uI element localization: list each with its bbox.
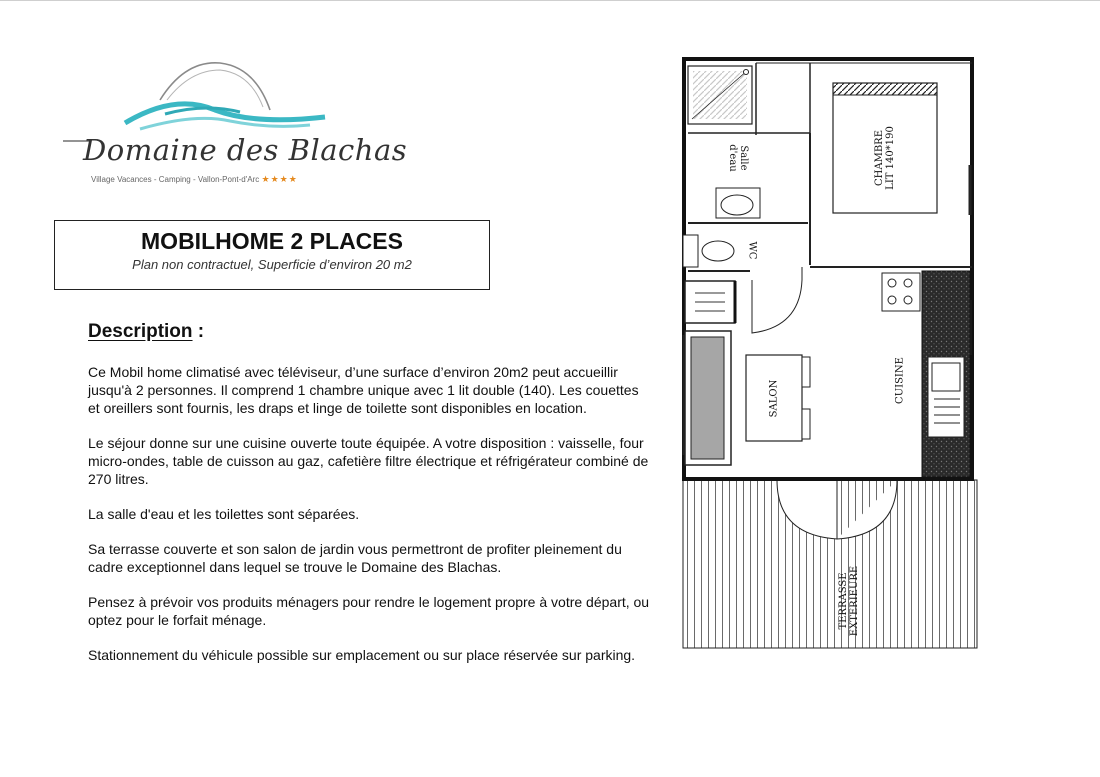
description-paragraph: Sa terrasse couverte et son salon de jardin vous permettront de profiter pleinement du cadre exceptionnel dans lequel se trouve le Domaine des Blachas. — [88, 541, 622, 575]
label-terrasse — [838, 556, 860, 646]
description-heading-text: Description — [88, 321, 193, 342]
logo-tagline — [91, 174, 298, 185]
description-paragraph: Pensez à prévoir vos produits ménagers pour rendre le logement propre à votre départ, ou optez pour le forfait ménage. — [88, 594, 650, 628]
label-salon: SALON — [768, 379, 780, 418]
floor-plan — [680, 55, 980, 655]
description-paragraph: La salle d'eau et les toilettes sont séparées. — [88, 506, 360, 522]
label-cuisine: CUISINE — [894, 357, 906, 404]
logo-name: Domaine des Blachas — [83, 133, 408, 167]
label-chambre-line1: CHAMBRE — [874, 130, 885, 187]
label-wc: WC — [746, 241, 758, 260]
floor-plan-drawing — [680, 55, 980, 655]
description-body — [88, 363, 653, 681]
label-salle-deau-line2: d'eau — [727, 144, 738, 172]
top-border — [0, 0, 1100, 1]
description-heading-colon: : — [192, 321, 205, 342]
label-chambre-line2: LIT 140*190 — [885, 126, 896, 190]
label-terrasse-line2: EXTERIEURE — [849, 565, 860, 637]
description-paragraph: Stationnement du véhicule possible sur emplacement ou sur place réservée sur parking. — [88, 647, 636, 663]
label-salle-deau — [727, 128, 749, 188]
label-chambre — [874, 103, 896, 213]
logo-tagline-text: Village Vacances - Camping - Vallon-Pont-d'Arc — [91, 175, 260, 184]
page-title: MOBILHOME 2 PLACES — [141, 228, 403, 254]
toilet — [683, 235, 698, 267]
description-paragraph: Le séjour donne sur une cuisine ouverte toute équipée. A votre disposition : vaisselle, four micro-ondes, table de cuisson au gaz, cafetière filtre électrique et réfrigérateur combiné de 270 litres. — [88, 435, 649, 487]
gas-hob — [882, 273, 920, 311]
description-paragraph: Ce Mobil home climatisé avec téléviseur, d’une surface d’environ 20m2 peut accueillir jusqu'à 2 personnes. Il comprend 1 chambre unique avec 1 lit double (140). Les couettes et oreillers sont fournis, les draps et linge de toilette sont disponibles en location. — [88, 364, 639, 416]
mountain-wave-icon — [55, 55, 375, 190]
label-salle-deau-line1: Salle — [738, 145, 749, 171]
label-terrasse-line1: TERRASSE — [838, 572, 849, 630]
description-heading — [88, 321, 204, 343]
title-box — [54, 220, 490, 290]
star-rating-icon: ★★★★ — [261, 174, 298, 184]
domaine-logo — [55, 55, 408, 190]
page-subtitle: Plan non contractuel, Superficie d’environ 20 m2 — [132, 257, 412, 272]
